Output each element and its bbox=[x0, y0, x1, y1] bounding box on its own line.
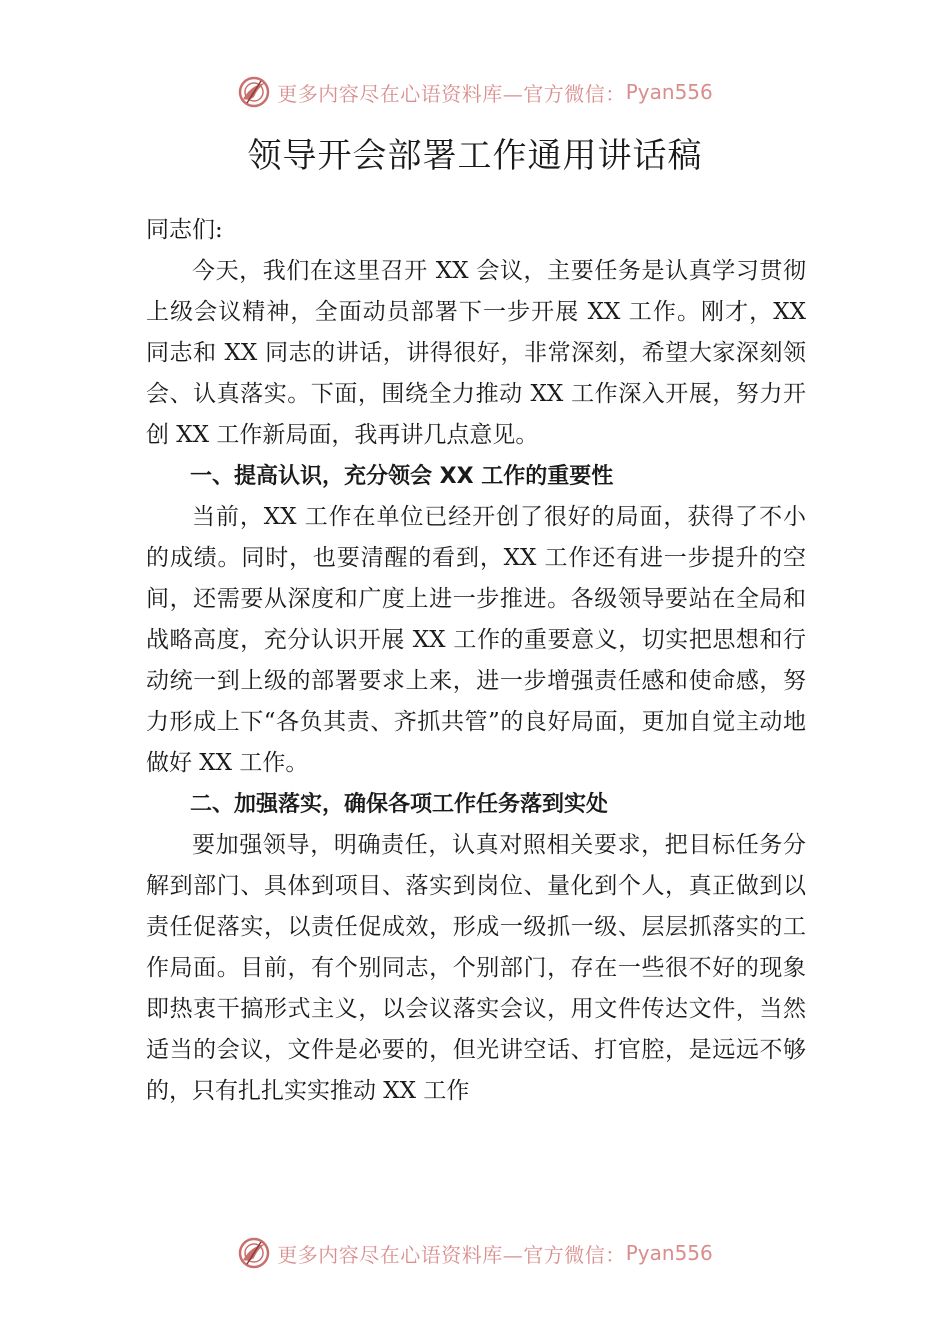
section-1-heading: 一、提高认识，充分领会 XX 工作的重要性 bbox=[190, 464, 614, 489]
header-watermark bbox=[0, 70, 950, 114]
watermark-text: 更多内容尽在心语资料库—官方微信： bbox=[277, 81, 626, 106]
salutation: 同志们: bbox=[146, 217, 223, 243]
watermark-logo-icon bbox=[237, 1236, 271, 1270]
watermark-text: 更多内容尽在心语资料库—官方微信： bbox=[277, 1242, 626, 1267]
section-2-heading: 二、加强落实，确保各项工作任务落到实处 bbox=[190, 792, 609, 817]
intro-paragraph: 今天，我们在这里召开 XX 会议，主要任务是认真学习贯彻上级会议精神，全面动员部署下一步开展 XX 工作。刚才，XX 同志和 XX 同志的讲话，讲得很好，非常深刻，希望大家深刻领会、认真落实。下面，围绕全力推动 XX 工作深入开展，努力开创 XX 工作新局面，我再讲几点意见。 bbox=[146, 258, 806, 448]
section-2-paragraph: 要加强领导，明确责任，认真对照相关要求，把目标任务分解到部门、具体到项目、落实到岗位、量化到个人，真正做到以责任促落实，以责任促成效，形成一级抓一级、层层抓落实的工作局面。目前，有个别同志，个别部门，存在一些很不好的现象即热衷干搞形式主义，以会议落实会议，用文件传达文件，当然适当的会议，文件是必要的，但光讲空话、打官腔，是远远不够的，只有扎扎实实推动 XX 工作 bbox=[146, 832, 806, 1104]
footer-watermark bbox=[0, 1231, 950, 1275]
watermark-wechat-id: Pyan556 bbox=[625, 1241, 713, 1265]
document-title: 领导开会部署工作通用讲话稿 bbox=[247, 136, 703, 176]
section-1-paragraph: 当前，XX 工作在单位已经开创了很好的局面，获得了不小的成绩。同时，也要清醒的看到，XX 工作还有进一步提升的空间，还需要从深度和广度上进一步推进。各级领导要站在全局和战略高度，充分认识开展 XX 工作的重要意义，切实把思想和行动统一到上级的部署要求上来，进一步增强责任感和使命感，努力形成上下“各负其责、齐抓共管”的良好局面，更加自觉主动地做好 XX 工作。 bbox=[146, 504, 806, 776]
watermark-wechat-id: Pyan556 bbox=[625, 80, 713, 104]
document-body bbox=[146, 210, 806, 1112]
watermark-logo-icon bbox=[237, 75, 271, 109]
